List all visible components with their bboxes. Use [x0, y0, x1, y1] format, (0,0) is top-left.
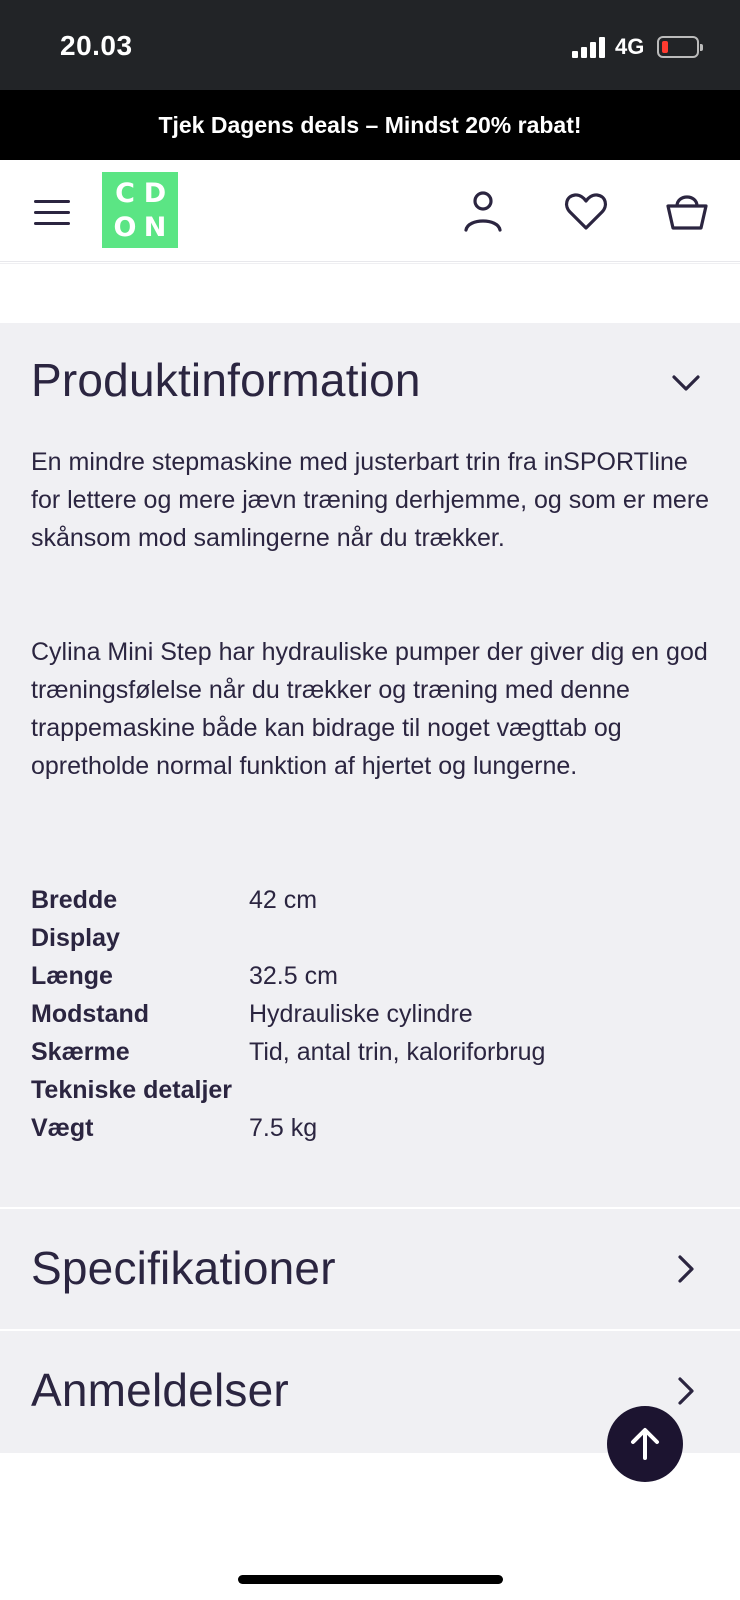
home-indicator[interactable] — [238, 1575, 503, 1584]
spec-value: 32.5 cm — [249, 961, 338, 990]
promo-banner[interactable] — [0, 90, 740, 160]
spec-row — [31, 881, 721, 919]
heart-icon[interactable] — [563, 188, 609, 234]
spec-value: Hydrauliske cylindre — [249, 999, 473, 1028]
product-description-1: En mindre stepmaskine med justerbart trin fra inSPORTline for lettere og mere jævn træning derhjemme, og som er mere skånsom mod samlingerne når du trækker. — [31, 448, 710, 552]
cdon-logo[interactable] — [102, 172, 178, 248]
spec-value: 42 cm — [249, 885, 318, 914]
spec-value: Tid, antal trin, kaloriforbrug — [249, 1037, 546, 1066]
specifications-title[interactable]: Specifikationer — [31, 1242, 336, 1294]
site-header — [0, 160, 740, 262]
status-time: 20.03 — [60, 30, 133, 61]
product-description-2: Cylina Mini Step har hydrauliske pumper der giver dig en god træningsfølelse når du trækker og træning med denne trappemaskine både kan bidrage til noget vægttab og opretholde normal funktion af hjertet og lungerne. — [31, 638, 708, 780]
user-icon[interactable] — [460, 188, 506, 234]
logo-letter: C — [115, 177, 135, 209]
spec-label: Skærme — [31, 1037, 130, 1066]
chevron-down-icon[interactable] — [670, 367, 702, 399]
logo-letter: O — [113, 211, 137, 243]
spec-row — [31, 1109, 721, 1147]
chevron-right-icon[interactable] — [670, 1253, 702, 1285]
arrow-up-icon — [626, 1425, 664, 1463]
spec-label: Modstand — [31, 999, 150, 1028]
promo-text: Tjek Dagens deals – Mindst 20% rabat! — [158, 111, 582, 138]
battery-icon — [657, 36, 699, 58]
spec-row — [31, 1033, 721, 1071]
spec-label: Vægt — [31, 1113, 94, 1142]
spec-table — [31, 881, 721, 1147]
scroll-to-top-button[interactable] — [607, 1406, 683, 1482]
spec-label: Display — [31, 923, 120, 952]
spec-row — [31, 995, 721, 1033]
spec-row — [31, 919, 721, 957]
product-info-section — [0, 323, 740, 1208]
menu-icon[interactable] — [34, 198, 70, 226]
signal-icon — [572, 36, 608, 58]
status-bar — [0, 0, 740, 90]
network-label: 4G — [615, 34, 645, 59]
logo-letter: N — [143, 211, 167, 243]
spec-label: Tekniske detaljer — [31, 1075, 233, 1104]
basket-icon[interactable] — [664, 188, 710, 234]
content-top-strip — [0, 263, 740, 323]
product-info-title[interactable]: Produktinformation — [31, 354, 421, 406]
spec-value: 7.5 kg — [249, 1113, 318, 1142]
spec-row — [31, 1071, 721, 1109]
spec-row — [31, 957, 721, 995]
reviews-title[interactable]: Anmeldelser — [31, 1364, 289, 1416]
spec-label: Længe — [31, 961, 113, 990]
spec-label: Bredde — [31, 885, 118, 914]
specifications-section[interactable] — [0, 1209, 740, 1329]
logo-letter: D — [143, 177, 167, 209]
chevron-right-icon[interactable] — [670, 1375, 702, 1407]
